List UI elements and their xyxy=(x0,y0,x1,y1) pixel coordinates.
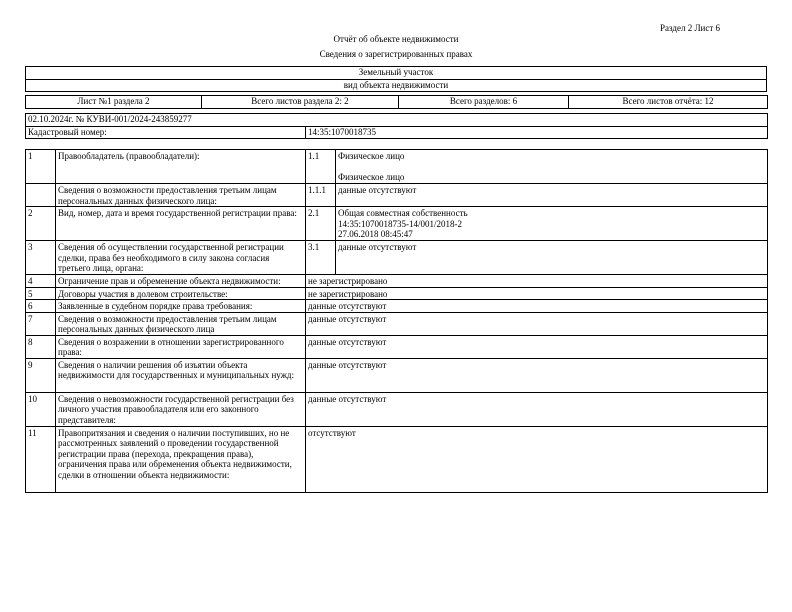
value-line: 27.06.2018 08:45:47 xyxy=(338,229,413,239)
row-number: 8 xyxy=(26,335,56,358)
row-value xyxy=(336,207,768,241)
rights-table xyxy=(25,149,768,493)
row-label: Правообладатель (правообладатели): xyxy=(56,150,306,184)
row-number: 2 xyxy=(26,207,56,241)
value-line: Физическое лицо xyxy=(338,172,405,182)
row-label: Сведения о невозможности государственной регистрации без личного участия правообладателя или его законного представителя: xyxy=(56,392,306,426)
row-number: 1 xyxy=(26,150,56,184)
cadastral-number-value: 14:35:1070018735 xyxy=(306,126,768,139)
row-value: отсутствуют xyxy=(306,426,768,492)
report-sheets-total: Всего листов отчёта: 12 xyxy=(569,96,768,109)
row-label: Ограничение прав и обременение объекта недвижимости: xyxy=(56,275,306,288)
date-and-number: 02.10.2024г. № КУВИ-001/2024-243859277 xyxy=(26,114,768,127)
row-subnumber: 3.1 xyxy=(306,241,336,275)
table-row xyxy=(26,150,768,184)
row-label: Сведения об осуществлении государственной регистрации сделки, права без необходимого в силу закона согласия третьего лица, органа: xyxy=(56,241,306,275)
row-value: данные отсутствуют xyxy=(336,184,768,207)
table-row xyxy=(26,287,768,300)
document-subtitle: Сведения о зарегистрированных правах xyxy=(319,49,473,59)
document-info-table xyxy=(25,113,768,139)
row-value: данные отсутствуют xyxy=(306,392,768,426)
value-line: Физическое лицо xyxy=(338,151,405,161)
row-value: данные отсутствуют xyxy=(306,312,768,335)
row-number xyxy=(26,184,56,207)
row-subnumber: 1.1.1 xyxy=(306,184,336,207)
row-value: не зарегистрировано xyxy=(306,275,768,288)
table-row xyxy=(26,207,768,241)
row-value: не зарегистрировано xyxy=(306,287,768,300)
row-number: 9 xyxy=(26,358,56,392)
row-label: Сведения о возражении в отношении зарегистрированного права: xyxy=(56,335,306,358)
table-row xyxy=(26,241,768,275)
object-type: Земельный участок xyxy=(26,67,767,80)
row-label: Заявленные в судебном порядке права требования: xyxy=(56,300,306,313)
value-line: Общая совместная собственность xyxy=(338,208,468,218)
row-value: данные отсутствуют xyxy=(306,335,768,358)
value-line: 14:35:1070018735-14/001/2018-2 xyxy=(338,218,462,229)
row-label: Правопритязания и сведения о наличии поступивших, но не рассмотренных заявлений о проведении государственной регистрации права (перехода, прекращения права), ограничения права или обременения объекта недвижимости, сделки в отношении объекта недвижимости: xyxy=(56,426,306,492)
row-number: 3 xyxy=(26,241,56,275)
sheet-number: Лист №1 раздела 2 xyxy=(26,96,202,109)
row-number: 4 xyxy=(26,275,56,288)
row-label: Вид, номер, дата и время государственной регистрации права: xyxy=(56,207,306,241)
document-title: Отчёт об объекте недвижимости xyxy=(333,34,459,44)
table-row xyxy=(26,392,768,426)
table-row xyxy=(26,300,768,313)
object-header-table xyxy=(25,66,767,92)
row-value: данные отсутствуют xyxy=(306,300,768,313)
row-subnumber: 2.1 xyxy=(306,207,336,241)
row-label: Сведения о возможности предоставления третьим лицам персональных данных физического лица xyxy=(56,312,306,335)
table-row xyxy=(26,335,768,358)
row-label: Договоры участия в долевом строительстве: xyxy=(56,287,306,300)
object-type-caption: вид объекта недвижимости xyxy=(26,79,767,92)
row-value xyxy=(336,150,768,184)
sections-total: Всего разделов: 6 xyxy=(399,96,569,109)
table-row xyxy=(26,312,768,335)
table-row xyxy=(26,184,768,207)
row-number: 7 xyxy=(26,312,56,335)
row-label: Сведения о возможности предоставления третьим лицам персональных данных физического лица: xyxy=(56,184,306,207)
row-number: 6 xyxy=(26,300,56,313)
page-reference: Раздел 2 Лист 6 xyxy=(660,23,721,33)
table-row xyxy=(26,426,768,492)
row-value: данные отсутствуют xyxy=(336,241,768,275)
section-sheets-total: Всего листов раздела 2: 2 xyxy=(202,96,399,109)
cadastral-number-label: Кадастровый номер: xyxy=(26,126,306,139)
table-row xyxy=(26,358,768,392)
row-number: 10 xyxy=(26,392,56,426)
table-row xyxy=(26,275,768,288)
row-number: 11 xyxy=(26,426,56,492)
row-value: данные отсутствуют xyxy=(306,358,768,392)
row-subnumber: 1.1 xyxy=(306,150,336,184)
row-label: Сведения о наличии решения об изъятии объекта недвижимости для государственных и муниципальных нужд: xyxy=(56,358,306,392)
sheet-info-table xyxy=(25,95,768,109)
row-number: 5 xyxy=(26,287,56,300)
